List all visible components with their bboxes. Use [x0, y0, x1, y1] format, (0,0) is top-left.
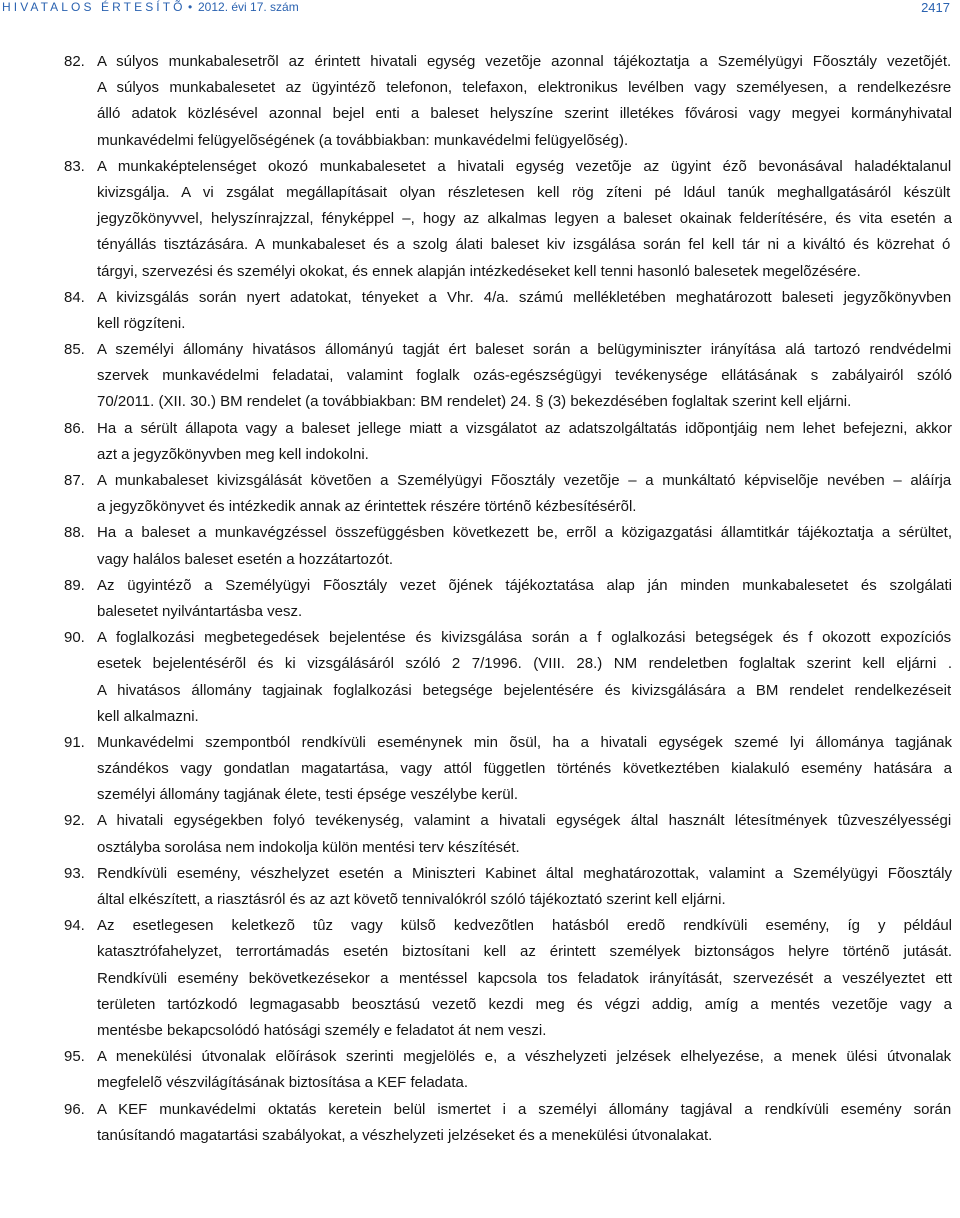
paragraph-line: álló adatok közlésével azonnal bejel enti a baleset helyszíne szerint illetékes fővárosi vagy megyei kormányhivatal — [97, 105, 952, 123]
item-number: 88. — [64, 524, 85, 542]
paragraph-line: Ha a sérült állapota vagy a baleset jellege miatt a vizsgálatot az adatszolgáltatás idõpontjáig nem lehet befejezni, akkor — [97, 419, 952, 437]
paragraph-line: személyi állomány tagjának élete, testi épsége veszélybe kerül. — [97, 786, 519, 804]
paragraph-line: A hivatali egységekben folyó tevékenység, valamint a hivatali egységek által használt létesítmények tûzveszélyességi — [97, 812, 952, 830]
header-bullet: • — [188, 0, 193, 14]
paragraph-line: kivizsgálja. A vi zsgálat megállapításait olyan részletesen kell rög zíteni pé ldául tanúk meghallgatásáról készült — [97, 183, 951, 201]
list-item-94 — [0, 913, 960, 1044]
paragraph-line: A foglalkozási megbetegedések bejelentése és kivizsgálása során a f oglalkozási betegségek és f okozott expozíciós — [97, 629, 952, 647]
paragraph-line: területen tartózkodó legmagasabb beosztású vezetõ kezdi meg és végzi addig, amíg a mentés vezetõje vagy a — [97, 995, 952, 1013]
item-number: 84. — [64, 288, 85, 306]
item-number: 87. — [64, 472, 85, 489]
publication-title: HIVATALOS ÉRTESÍTÕ — [2, 0, 186, 14]
paragraph-line: kell alkalmazni. — [97, 707, 199, 725]
paragraph-line: jegyzõkönyvvel, helyszínrajzzal, fényképpel –, hogy az alkalmas legyen a baleset okainak felderítésére, és vita esetén a — [97, 210, 952, 228]
paragraph-line: tárgyi, szervezési és személyi okokat, és ennek alapján intézkedéseket kell tenni hasonló balesetek megelõzésére. — [97, 262, 861, 280]
item-number: 89. — [64, 576, 85, 594]
list-item-96 — [0, 1097, 960, 1149]
paragraph-line: Munkavédelmi szempontból rendkívüli eseménynek min õsül, ha a hivatali egységek szemé lyi állománya tagjának — [97, 733, 952, 751]
paragraph-line: szervek munkavédelmi feladatai, valamint foglalk ozás-egészségügyi tevékenysége ellátásának s zabályairól szóló — [97, 367, 952, 385]
paragraph-line: kell rögzíteni. — [97, 314, 186, 332]
item-number: 95. — [64, 1048, 85, 1066]
paragraph-line: A súlyos munkabalesetrõl az érintett hivatali egység vezetõje azonnal tájékoztatja a Személyügyi Fõosztály vezetõjét. — [97, 53, 952, 70]
paragraph-line: katasztrófahelyzet, terrortámadás esetén biztosítani kell az érintett személyek biztonságos helyre történõ jutását. — [97, 943, 952, 961]
item-number: 85. — [64, 341, 85, 359]
paragraph-line: 70/2011. (XII. 30.) BM rendelet (a továbbiakban: BM rendelet) 24. § (3) bekezdésében foglaltak szerint kell eljárni. — [97, 393, 852, 411]
paragraph-line: vagy halálos baleset esetén a hozzátartozót. — [97, 550, 394, 568]
paragraph-line: esetek bejelentésérõl és ki vizsgálásáról szóló 2 7/1996. (VIII. 28.) NM rendeletben foglaltak szerint kell eljárni . — [97, 655, 952, 673]
item-number: 92. — [64, 812, 85, 830]
paragraph-line: A súlyos munkabalesetet az ügyintézõ telefonon, telefaxon, elektronikus levélben vagy személyesen, a rendelkezésre — [97, 79, 952, 97]
paragraph-line: tényállás tisztázására. A munkabaleset és a szolg álati baleset kiv izsgálása során fel kell tár ni a kiváltó és közrehat ó — [97, 236, 951, 254]
list-item-86 — [0, 416, 960, 468]
list-item-93 — [0, 861, 960, 913]
list-item-91 — [0, 730, 960, 809]
item-number: 86. — [64, 419, 85, 437]
item-number: 83. — [64, 157, 85, 175]
list-item-89 — [0, 573, 960, 625]
paragraph-line: által elkészített, a riasztásról és az azt követõ tennivalókról szóló tájékoztató szerint kell eljárni. — [97, 891, 726, 908]
running-header — [0, 0, 960, 16]
paragraph-line: A munkabaleset kivizsgálását követõen a Személyügyi Fõosztály vezetõje – a munkáltató képviselõje nevében – aláírja — [97, 472, 952, 489]
paragraph-line: A KEF munkavédelmi oktatás keretein belül ismertet i a személyi állomány tagjával a rendkívüli esemény során — [97, 1100, 952, 1118]
paragraph-line: osztályba sorolása nem indokolja külön mentési terv készítését. — [97, 838, 520, 856]
paragraph-line: Rendkívüli esemény, vészhelyzet esetén a Miniszteri Kabinet által meghatározottak, valamint a Személyügyi Fõosztály — [97, 864, 952, 882]
paragraph-line: A személyi állomány hivatásos állományú tagját ért baleset során a belügyminiszter irányítása alá tartozó rendvédelmi — [97, 341, 952, 359]
list-item-87 — [0, 468, 960, 520]
item-number: 90. — [64, 629, 85, 647]
list-item-95 — [0, 1044, 960, 1096]
paragraph-line: szándékos vagy gondatlan magatartása, vagy attól független történés következtében kialakuló esemény hatására a — [97, 760, 952, 778]
paragraph-line: megfelelõ vészvilágításának biztosítása a KEF feladata. — [97, 1074, 469, 1092]
list-item-82 — [0, 49, 960, 154]
paragraph-line: mentésbe bekapcsolódó hatósági személy e feladatot át nem veszi. — [97, 1021, 547, 1039]
paragraph-line: tanúsítandó magatartási szabályokat, a vészhelyzeti jelzéseket és a menekülési útvonalakat. — [97, 1126, 713, 1144]
paragraph-line: balesetet nyilvántartásba vesz. — [97, 602, 303, 620]
paragraph-line: Az esetlegesen keletkezõ tûz vagy külsõ kedvezõtlen hatásból eredõ rendkívüli esemény, íg y például — [97, 917, 952, 935]
list-item-88 — [0, 520, 960, 572]
document-body — [0, 49, 960, 1149]
paragraph-line: A hivatásos állomány tagjainak foglalkozási betegsége bejelentésére és kivizsgálására a BM rendelet rendelkezéseit — [97, 681, 952, 699]
paragraph-line: a jegyzõkönyvet és intézkedik annak az érintettek részére történõ kézbesítésérõl. — [97, 498, 637, 516]
paragraph-line: A munkaképtelenséget okozó munkabalesetet a hivatali egység vezetõje az ügyint ézõ bevonásával haladéktalanul — [97, 157, 952, 175]
issue-label: 2012. évi 17. szám — [198, 0, 299, 14]
list-item-85 — [0, 337, 960, 416]
paragraph-line: A menekülési útvonalak elõírások szerinti megjelölés e, a vészhelyzeti jelzések elhelyezése, a menek ülési útvonalak — [97, 1048, 952, 1066]
paragraph-line: A kivizsgálás során nyert adatokat, tényeket a Vhr. 4/a. számú mellékletében meghatározott baleseti jegyzõkönyvben — [97, 288, 952, 306]
list-item-90 — [0, 625, 960, 730]
item-number: 82. — [64, 53, 85, 70]
item-number: 91. — [64, 733, 85, 751]
paragraph-line: azt a jegyzõkönyvben meg kell indokolni. — [97, 445, 369, 463]
paragraph-line: Rendkívüli esemény bekövetkezésekor a mentéssel kapcsola tos feladatok irányítását, szervezését a veszélyeztet ett — [97, 969, 952, 987]
paragraph-line: Ha a baleset a munkavégzéssel összefüggésben következett be, errõl a közigazgatási államtitkár tájékoztatja a sérültet, — [97, 524, 952, 542]
paragraph-line: munkavédelmi felügyelõségének (a továbbiakban: munkavédelmi felügyelõség). — [97, 131, 629, 149]
item-number: 93. — [64, 864, 85, 882]
list-item-83 — [0, 154, 960, 285]
item-number: 94. — [64, 917, 85, 935]
paragraph-line: Az ügyintézõ a Személyügyi Fõosztály vezet õjének tájékoztatása alap ján minden munkabalesetet és szolgálati — [97, 576, 952, 594]
list-item-92 — [0, 808, 960, 860]
list-item-84 — [0, 285, 960, 337]
item-number: 96. — [64, 1100, 85, 1118]
page-number: 2417 — [921, 0, 950, 15]
